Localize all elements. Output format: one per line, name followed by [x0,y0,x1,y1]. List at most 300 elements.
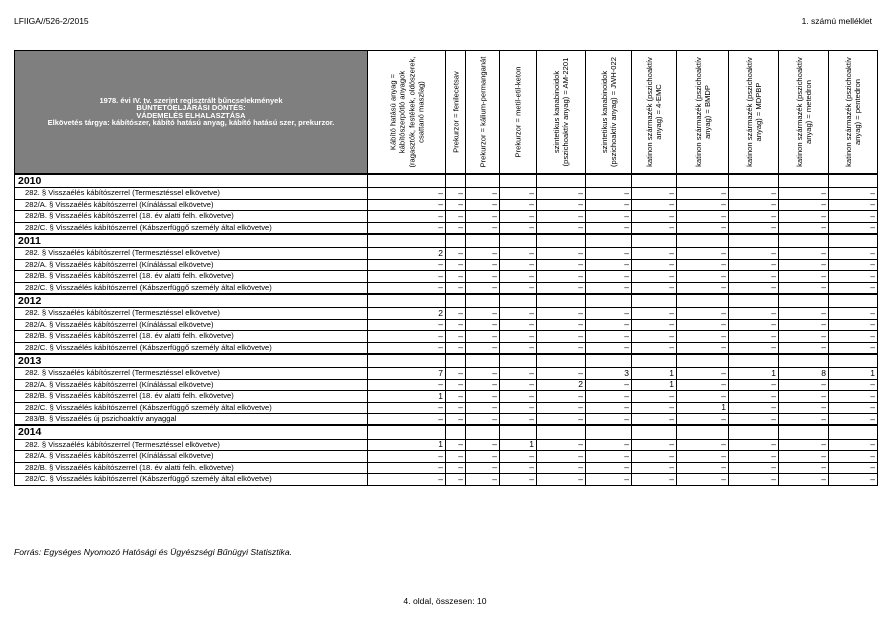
title-line: VÁDEMELÉS ELHALASZTÁSA [136,110,246,120]
cell-value: – [721,210,726,221]
table-row [15,368,878,380]
cell-value: – [458,187,463,198]
value-cell [446,379,466,391]
year-row-cell [368,425,446,439]
value-cell [677,211,729,223]
row-label-text: 282/A. § Visszaélés kábítószerrel (Kínálással elkövetve) [25,199,214,209]
value-cell [677,222,729,234]
value-cell [779,379,829,391]
row-label-text: 282/C. § Visszaélés kábítószerrel (Kábszerfüggő személy által elkövetve) [25,342,272,352]
year-row-cell [537,234,586,248]
cell-value: 8 [821,367,826,378]
value-cell [537,451,586,463]
cell-value: – [821,259,826,270]
value-cell [729,342,779,354]
cell-value: – [458,342,463,352]
value-cell [466,271,500,283]
column-header: Prekurzor = fenilecetsav [446,51,466,174]
year-row-cell [779,425,829,439]
cell-value: – [578,439,583,450]
value-cell [586,379,632,391]
cell-value: – [492,210,497,221]
year-row-cell [586,354,632,368]
cell-value: – [458,247,463,258]
year-row-cell [829,354,878,368]
value-cell [729,331,779,343]
cell-value: – [529,390,534,401]
cell-value: – [821,210,826,221]
row-label-text: 283/B. § Visszaélés új pszichoaktív anyaggal [25,414,177,424]
cell-value: – [821,330,826,341]
cell-value: – [529,473,534,484]
value-cell [677,308,729,320]
cell-value: – [458,210,463,221]
year-row-cell [729,234,779,248]
table-row [15,188,878,200]
cell-value: – [771,319,776,330]
cell-value: – [578,367,583,378]
cell-value: – [578,402,583,413]
value-cell [537,391,586,403]
value-cell [779,211,829,223]
value-cell [729,462,779,474]
value-cell [368,308,446,320]
year-label: 2014 [15,425,368,439]
value-cell [586,331,632,343]
year-row-cell [586,174,632,188]
value-cell [829,211,878,223]
cell-value: – [438,473,443,484]
title-line: Elkövetés tárgya: kábítószer, kábító hatású anyag, kábító hatású szer, prekurzor. [47,118,335,128]
value-cell [586,308,632,320]
value-cell [446,248,466,260]
year-row-cell [446,294,466,308]
document-id: LFIIGA//526-2/2015 [14,16,89,26]
cell-value: – [492,473,497,484]
value-cell [729,259,779,271]
cell-value: – [771,462,776,473]
value-cell [466,368,500,380]
value-cell [537,199,586,211]
value-cell [466,248,500,260]
cell-value: – [669,330,674,341]
cell-value: – [870,259,875,270]
cell-value: – [492,187,497,198]
year-row-cell [446,234,466,248]
year-row [15,425,878,439]
row-label [15,451,368,463]
table-row [15,259,878,271]
year-label: 2012 [15,294,368,308]
cell-value: – [669,319,674,330]
cell-value: – [529,330,534,341]
cell-value: – [492,450,497,461]
cell-value: – [870,439,875,450]
cell-value: – [458,199,463,210]
value-cell [632,414,677,426]
row-label-text: 282/C. § Visszaélés kábítószerrel (Kábszerfüggő személy által elkövetve) [25,282,272,292]
year-row-cell [677,234,729,248]
year-row-cell [446,174,466,188]
value-cell [632,271,677,283]
cell-value: – [624,210,629,221]
table-row [15,414,878,426]
value-cell [729,188,779,200]
value-cell [729,211,779,223]
value-cell [500,248,537,260]
cell-value: – [438,259,443,270]
cell-value: – [492,367,497,378]
cell-value: – [624,450,629,461]
cell-value: – [458,282,463,292]
cell-value: – [529,413,534,424]
table-row [15,248,878,260]
cell-value: – [821,270,826,281]
cell-value: – [771,210,776,221]
value-cell [368,368,446,380]
value-cell [779,248,829,260]
cell-value: – [870,342,875,352]
value-cell [729,222,779,234]
value-cell [466,188,500,200]
table-row [15,391,878,403]
value-cell [368,402,446,414]
year-row-cell [829,425,878,439]
table-row [15,402,878,414]
value-cell [729,451,779,463]
value-cell [779,282,829,294]
value-cell [729,319,779,331]
cell-value: – [821,379,826,390]
year-label: 2013 [15,354,368,368]
year-label: 2011 [15,234,368,248]
cell-value: – [870,413,875,424]
value-cell [466,222,500,234]
value-cell [466,211,500,223]
value-cell [779,342,829,354]
value-cell [446,188,466,200]
cell-value: – [669,390,674,401]
cell-value: – [721,222,726,232]
cell-value: – [458,259,463,270]
value-cell [368,188,446,200]
value-cell [466,331,500,343]
year-row-cell [729,294,779,308]
row-label [15,248,368,260]
cell-value: – [771,222,776,232]
cell-value: – [529,342,534,352]
value-cell [677,331,729,343]
value-cell [779,222,829,234]
row-label [15,402,368,414]
cell-value: – [870,402,875,413]
year-row-cell [632,425,677,439]
row-label-text: 282/A. § Visszaélés kábítószerrel (Kínálással elkövetve) [25,379,214,389]
cell-value: – [529,367,534,378]
cell-value: – [870,210,875,221]
value-cell [779,259,829,271]
column-header: katinon származék (pszichoaktív anyag) = metedron [779,51,829,174]
value-cell [537,331,586,343]
year-row-cell [779,354,829,368]
value-cell [500,271,537,283]
cell-value: – [821,247,826,258]
year-row [15,174,878,188]
cell-value: – [578,342,583,352]
value-cell [586,462,632,474]
cell-value: – [624,413,629,424]
value-cell [500,319,537,331]
cell-value: – [529,307,534,318]
table-row [15,211,878,223]
value-cell [500,199,537,211]
cell-value: – [578,282,583,292]
cell-value: – [624,439,629,450]
value-cell [677,391,729,403]
value-cell [537,222,586,234]
row-label-text: 282/C. § Visszaélés kábítószerrel (Kábszerfüggő személy által elkövetve) [25,402,272,412]
value-cell [446,342,466,354]
year-row-cell [368,354,446,368]
value-cell [586,282,632,294]
row-label-text: 282/B. § Visszaélés kábítószerrel (18. év alatti felh. elkövetve) [25,271,234,281]
cell-value: – [458,402,463,413]
cell-value: – [438,282,443,292]
value-cell [729,474,779,486]
value-cell [632,462,677,474]
row-label-text: 282/A. § Visszaélés kábítószerrel (Kínálással elkövetve) [25,259,214,269]
cell-value: – [578,390,583,401]
value-cell [368,282,446,294]
cell-value: – [578,259,583,270]
cell-value: – [821,450,826,461]
cell-value: – [821,307,826,318]
value-cell [500,402,537,414]
cell-value: – [870,450,875,461]
cell-value: – [438,319,443,330]
cell-value: – [624,390,629,401]
value-cell [368,248,446,260]
cell-value: – [492,319,497,330]
value-cell [829,282,878,294]
cell-value: – [578,187,583,198]
cell-value: – [492,379,497,390]
year-row-cell [829,294,878,308]
value-cell [537,414,586,426]
value-cell [368,342,446,354]
value-cell [779,199,829,211]
value-cell [466,474,500,486]
row-label [15,188,368,200]
value-cell [500,414,537,426]
value-cell [729,248,779,260]
cell-value: – [492,247,497,258]
year-row-cell [466,425,500,439]
value-cell [368,451,446,463]
cell-value: – [578,319,583,330]
cell-value: – [529,199,534,210]
cell-value: – [529,319,534,330]
value-cell [586,391,632,403]
cell-value: – [721,379,726,390]
year-label: 2010 [15,174,368,188]
cell-value: 1 [870,367,875,378]
cell-value: – [721,199,726,210]
value-cell [500,474,537,486]
value-cell [537,474,586,486]
value-cell [500,379,537,391]
value-cell [729,368,779,380]
row-label [15,271,368,283]
value-cell [632,391,677,403]
year-row [15,234,878,248]
value-cell [466,259,500,271]
value-cell [500,308,537,320]
value-cell [537,308,586,320]
value-cell [677,462,729,474]
value-cell [829,379,878,391]
value-cell [829,474,878,486]
value-cell [586,368,632,380]
cell-value: – [721,259,726,270]
cell-value: 3 [624,367,629,378]
cell-value: – [458,367,463,378]
row-label [15,319,368,331]
cell-value: – [624,402,629,413]
value-cell [446,319,466,331]
value-cell [677,248,729,260]
cell-value: – [578,199,583,210]
cell-value: – [771,342,776,352]
value-cell [586,451,632,463]
value-cell [829,199,878,211]
value-cell [779,414,829,426]
cell-value: – [721,413,726,424]
year-row-cell [466,174,500,188]
value-cell [368,199,446,211]
table-row [15,379,878,391]
value-cell [677,414,729,426]
value-cell [829,368,878,380]
cell-value: – [578,270,583,281]
row-label [15,211,368,223]
value-cell [829,439,878,451]
year-row-cell [368,294,446,308]
value-cell [677,379,729,391]
value-cell [729,308,779,320]
cell-value: – [458,462,463,473]
value-cell [779,331,829,343]
year-row-cell [500,354,537,368]
value-cell [829,222,878,234]
value-cell [446,199,466,211]
cell-value: – [624,199,629,210]
cell-value: – [669,210,674,221]
cell-value: – [870,282,875,292]
cell-value: – [821,199,826,210]
cell-value: – [870,307,875,318]
cell-value: – [821,462,826,473]
cell-value: 1 [438,390,443,401]
value-cell [632,308,677,320]
cell-value: – [458,330,463,341]
value-cell [586,188,632,200]
value-cell [446,391,466,403]
cell-value: – [870,270,875,281]
year-row-cell [537,294,586,308]
column-header: Kábító hatású anyag = kábítószerpótló anyagok (ragasztók, festékek, oldószerek, csattanó maszlag) [368,51,446,174]
cell-value: – [492,199,497,210]
value-cell [779,368,829,380]
table-row [15,282,878,294]
value-cell [368,211,446,223]
cell-value: – [492,439,497,450]
year-row-cell [586,425,632,439]
year-row-cell [466,294,500,308]
cell-value: – [721,270,726,281]
year-row-cell [537,425,586,439]
cell-value: – [458,450,463,461]
cell-value: – [578,413,583,424]
column-header: Prekurzor = metil-etil-keton [500,51,537,174]
cell-value: – [821,282,826,292]
value-cell [446,439,466,451]
cell-value: – [529,187,534,198]
cell-value: – [624,270,629,281]
value-cell [446,271,466,283]
value-cell [446,222,466,234]
value-cell [500,211,537,223]
year-row-cell [829,174,878,188]
value-cell [677,188,729,200]
cell-value: – [669,270,674,281]
cell-value: – [529,270,534,281]
title-line: BÜNTETŐELJÁRÁSI DÖNTÉS: [136,103,246,113]
cell-value: – [624,319,629,330]
year-row-cell [729,354,779,368]
cell-value: – [821,390,826,401]
value-cell [466,439,500,451]
value-cell [632,259,677,271]
year-row-cell [677,294,729,308]
value-cell [729,199,779,211]
cell-value: – [721,439,726,450]
cell-value: – [669,307,674,318]
cell-value: – [721,187,726,198]
table-row [15,342,878,354]
column-header: Prekurzor = kálium-permanganát [466,51,500,174]
value-cell [779,439,829,451]
year-row-cell [729,174,779,188]
cell-value: – [529,379,534,390]
cell-value: – [771,473,776,484]
value-cell [466,308,500,320]
row-label [15,462,368,474]
year-row-cell [446,425,466,439]
year-row-cell [677,174,729,188]
cell-value: – [624,473,629,484]
value-cell [586,271,632,283]
value-cell [829,462,878,474]
cell-value: – [771,247,776,258]
cell-value: – [771,187,776,198]
value-cell [466,199,500,211]
cell-value: – [669,247,674,258]
value-cell [586,248,632,260]
value-cell [446,451,466,463]
value-cell [500,259,537,271]
value-cell [368,439,446,451]
